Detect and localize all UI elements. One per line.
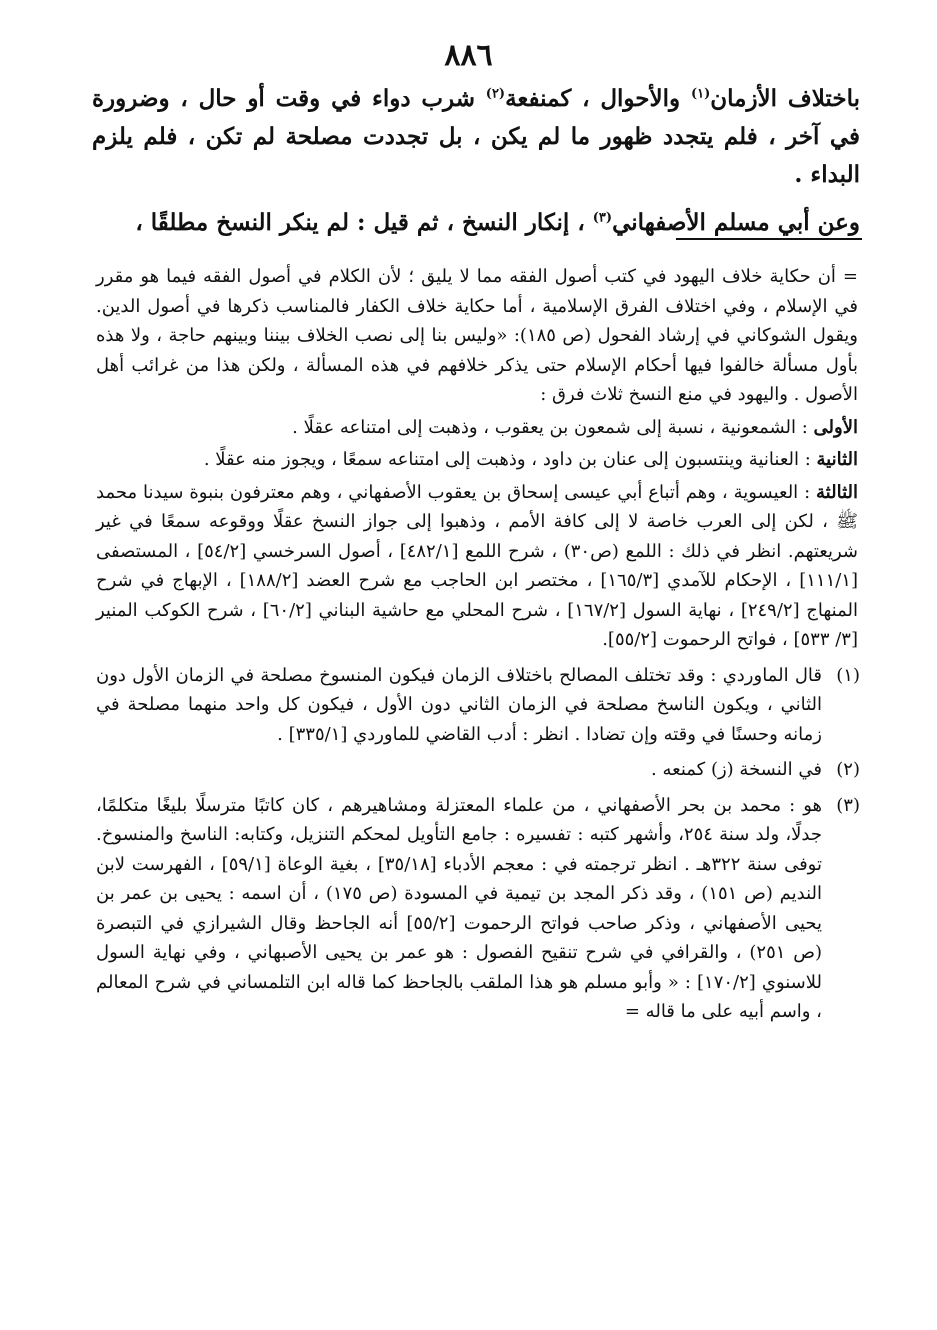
footnote-ref: (٢) — [485, 86, 506, 102]
sect-item — [96, 413, 860, 443]
footnote-ref: (١) — [690, 86, 711, 102]
footnote-continuation: = أن حكاية خلاف اليهود في كتب أصول الفقه مما لا يليق ؛ لأن الكلام في أصول الفقه فيما هو مقرر في الإسلام ، وفي اختلاف الفرق الإسلامية ، أما حكاية خلاف الكفار فالمناسب ذكرها في أصول الدين. ويقول الشوكاني في إرشاد الفحول (ص ١٨٥): «وليس بنا إلى نصب الخلاف بيننا وبينهم حاجة ، ولا هذه بأول مسألة خالفوا فيها أحكام الإسلام حتى يذكر خلافهم في هذه المسألة ، ولكن هذا من غرائب أهل الأصول . واليهود في منع النسخ ثلاث فرق : — [96, 266, 858, 405]
sect-item — [96, 445, 860, 475]
text-run: شرب دواء في وقت أو حال ، وضرورة في آخر ، فلم يتجدد ظهور ما لم يكن ، بل تجددت مصلحة لم تكن ، فلم يلزم البداء . — [92, 85, 860, 188]
footnote-ref: (٣) — [592, 210, 613, 226]
sect-title: الأولى — [813, 416, 858, 438]
main-paragraph — [92, 80, 860, 194]
page-number: ٨٨٦ — [444, 38, 493, 73]
main-text — [92, 80, 860, 242]
footnote-text: هو : محمد بن بحر الأصفهاني ، من علماء المعتزلة ومشاهيرهم ، كان كاتبًا مترسلًا بليغًا متكلمًا، جدلًا، ولد سنة ٢٥٤، وأشهر كتبه : تفسيره : جامع التأويل لمحكم التنزيل، وكتابه: الناسخ والمنسوخ. توفى سنة ٣٢٢هـ . انظر ترجمته في : معجم الأدباء [٣٥/١٨] ، بغية الوعاة [٥٩/١] ، الفهرست لابن النديم (ص ١٥١) ، وقد ذكر المجد بن تيمية في المسودة (ص ١٧٥) ، أن اسمه : يحيى بن عمر بن يحيى الأصفهاني ، وذكر صاحب فواتح الرحموت [٥٥/٢] أنه الجاحظ وقال الشيرازي في التبصرة (ص ٢٥١) ، والقرافي في شرح تنقيح الفصول : هو عمر بن يحيى الأصبهاني ، وفي نهاية السول للاسنوي [١٧٠/٢] : « وأبو مسلم هو هذا الملقب بالجاحظ كما قاله ابن التلمساني في شرح المعالم ، واسم أبيه على ما قاله = — [96, 794, 823, 1022]
footnote-number: (١) — [836, 664, 860, 686]
sect-title: الثانية — [816, 449, 858, 470]
footnote-number: (٣) — [836, 794, 860, 816]
footnote-text: في النسخة (ز) كمنعه . — [651, 759, 822, 780]
sect-text: : الشمعونية ، نسبة إلى شمعون بن يعقوب ، وذهبت إلى امتناعه عقلًا . — [292, 416, 814, 438]
sect-text: : العيسوية ، وهم أتباع أبي عيسى إسحاق بن يعقوب الأصفهاني ، وهم معترفون بنبوة سيدنا محمد ﷺ ، لكن إلى العرب خاصة لا إلى كافة الأمم ، وذهبوا إلى جواز النسخ عقلًا ووقوعه سمعًا في غير شريعتهم. انظر في ذلك : اللمع (ص٣٠) ، شرح اللمع [٤٨٢/١] ، أصول السرخسي [٥٤/٢] ، المستصفى [١١١/١] ، الإحكام للآمدي [١٦٥/٣] ، مختصر ابن الحاجب مع شرح العضد [١٨٨/٢] ، الإبهاج في شرح المنهاج [٢٤٩/٢] ، نهاية السول [١٦٧/٢] ، شرح المحلي مع حاشية البناني [٦٠/٢] ، شرح الكوكب المنير [٣/ ٥٣٣] ، فواتح الرحموت [٥٥/٢]. — [96, 481, 859, 650]
footnote-number: (٢) — [836, 759, 860, 780]
footnote-item — [96, 661, 860, 750]
footnote-text: قال الماوردي : وقد تختلف المصالح باختلاف الزمان فيكون المنسوخ مصلحة في الزمان الأول دون الثاني ، ويكون الناسخ مصلحة في الزمان الثاني دون الأول ، فيكون كل واحد منهما مصلحة في زمانه وحسنًا في وقته وإن تضادا . انظر : أدب القاضي للماوردي [٣٣٥/١] . — [96, 664, 822, 745]
footnote-item — [96, 755, 860, 785]
text-run: والأحوال ، كمنفعة — [505, 85, 691, 112]
sect-item — [96, 478, 860, 655]
text-run: ، إنكار النسخ ، ثم قيل : لم ينكر النسخ مطلقًا ، — [135, 209, 593, 236]
sect-title: الثالثة — [816, 481, 858, 503]
text-run: وعن أبي مسلم الأصفهاني — [612, 209, 860, 236]
text-run: باختلاف الأزمان — [710, 85, 860, 112]
footnotes — [96, 262, 860, 1027]
main-paragraph — [92, 204, 860, 242]
footnote-item — [96, 791, 860, 1027]
footnote-separator — [676, 238, 862, 240]
sect-text: : العنانية وينتسبون إلى عنان بن داود ، وذهبت إلى امتناعه سمعًا ، ويجوز منه عقلًا . — [203, 449, 817, 470]
